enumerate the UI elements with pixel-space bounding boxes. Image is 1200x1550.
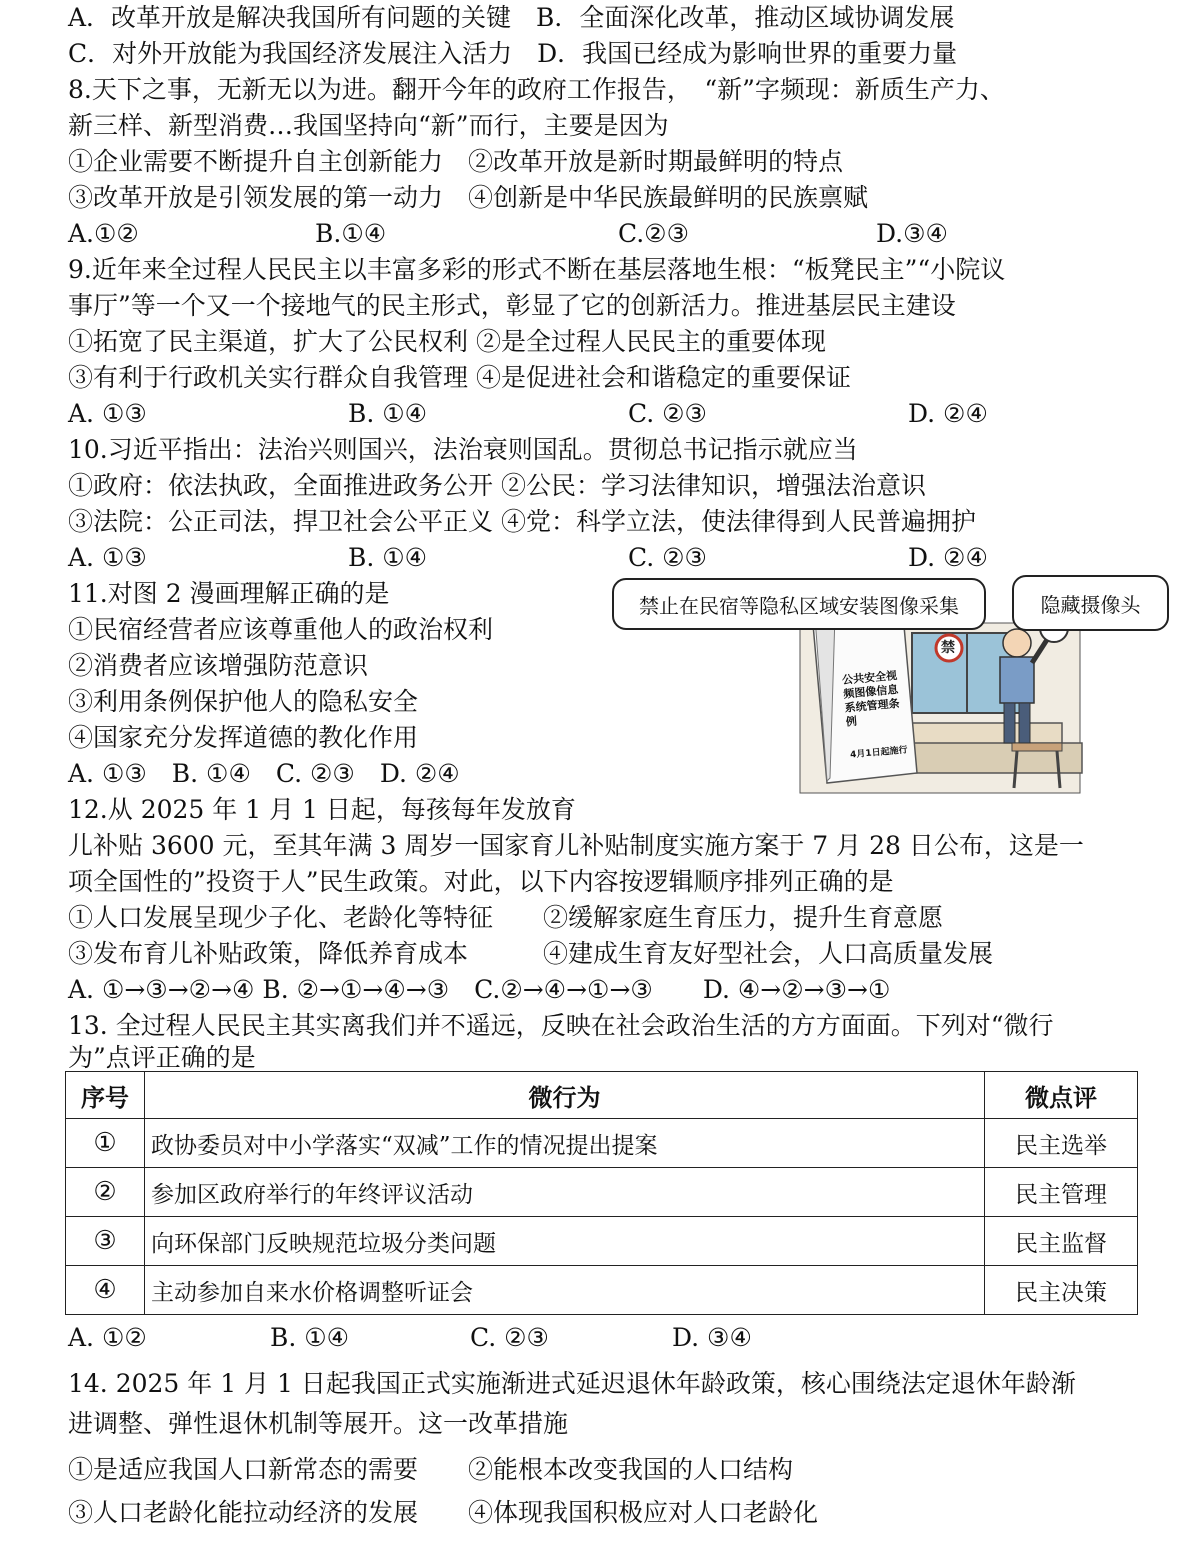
- table-cell-behavior: 向环保部门反映规范垃圾分类问题: [145, 1217, 985, 1266]
- text-line: 8.天下之事，无新无以为进。翻开今年的政府工作报告， “新”字频现：新质生产力、: [68, 75, 1005, 104]
- q8-option-a: A.①②: [68, 219, 139, 248]
- text-line: 10.习近平指出：法治兴则国兴，法治衰则国乱。贯彻总书记指示就应当: [68, 435, 858, 464]
- text-line: 为”点评正确的是: [68, 1043, 256, 1072]
- text-line: ③利用条例保护他人的隐私安全: [68, 687, 419, 716]
- table-row: [66, 1168, 1138, 1217]
- text-line: 进调整、弹性退休机制等展开。这一改革措施: [68, 1409, 569, 1438]
- doc-date: 4月1日起施行: [849, 745, 908, 761]
- doc-title: 公共安全视频图像信息系统管理条例: [841, 669, 901, 729]
- speech-bubble-left: 禁止在民宿等隐私区域安装图像采集: [612, 578, 986, 630]
- table-row: [66, 1119, 1138, 1168]
- prohibition-sign-text: 禁: [941, 640, 955, 656]
- text-line: 12.从 2025 年 1 月 1 日起，每孩每年发放育: [68, 795, 576, 824]
- text-line: ①人口发展呈现少子化、老龄化等特征 ②缓解家庭生育压力，提升生育意愿: [68, 903, 944, 932]
- text-line: 13. 全过程人民民主其实离我们并不遥远，反映在社会政治生活的方方面面。下列对“微行: [68, 1011, 1054, 1040]
- text-line: 11.对图 2 漫画理解正确的是: [68, 579, 390, 608]
- text-line: ③法院：公正司法，捍卫社会公平正义 ④党：科学立法，使法律得到人民普遍拥护: [68, 507, 976, 536]
- table-cell-comment: 民主监督: [985, 1217, 1138, 1266]
- table-cell-behavior: 主动参加自来水价格调整听证会: [145, 1266, 985, 1315]
- q8-option-c: C.②③: [618, 219, 690, 248]
- text-line: ①民宿经营者应该尊重他人的政治权利: [68, 615, 494, 644]
- table-cell-index: ②: [66, 1168, 145, 1217]
- text-line: ④国家充分发挥道德的教化作用: [68, 723, 419, 752]
- q13-option-a: A. ①②: [68, 1323, 147, 1352]
- q13-option-d: D. ③④: [672, 1323, 752, 1352]
- text-line: 儿补贴 3600 元，至其年满 3 周岁一国家育儿补贴制度实施方案于 7 月 28 日公布，这是一: [68, 831, 1084, 860]
- table-cell-comment: 民主选举: [985, 1119, 1138, 1168]
- text-line: A. ①③ B. ①④ C. ②③ D. ②④: [68, 759, 460, 788]
- q10-option-d: D. ②④: [908, 543, 988, 572]
- table-cell-behavior: 政协委员对中小学落实“双减”工作的情况提出提案: [145, 1119, 985, 1168]
- q10-option-b: B. ①④: [348, 543, 428, 572]
- text-line: A．改革开放是解决我国所有问题的关键 B．全面深化改革，推动区域协调发展: [68, 3, 955, 32]
- text-line: ①政府：依法执政，全面推进政务公开 ②公民：学习法律知识，增强法治意识: [68, 471, 926, 500]
- text-line: ③改革开放是引领发展的第一动力 ④创新是中华民族最鲜明的民族禀赋: [68, 183, 869, 212]
- text-line: ①企业需要不断提升自主创新能力 ②改革开放是新时期最鲜明的特点: [68, 147, 844, 176]
- q10-option-c: C. ②③: [628, 543, 707, 572]
- q9-option-c: C. ②③: [628, 399, 707, 428]
- table-row: [66, 1266, 1138, 1315]
- q13-option-c: C. ②③: [470, 1323, 549, 1352]
- table-cell-index: ③: [66, 1217, 145, 1266]
- table-cell-comment: 民主管理: [985, 1168, 1138, 1217]
- q9-option-b: B. ①④: [348, 399, 428, 428]
- text-line: 新三样、新型消费…我国坚持向“新”而行，主要是因为: [68, 111, 669, 140]
- text-line: ③有利于行政机关实行群众自我管理 ④是促进社会和谐稳定的重要保证: [68, 363, 851, 392]
- table-cell-index: ①: [66, 1119, 145, 1168]
- table-cell-comment: 民主决策: [985, 1266, 1138, 1315]
- table-row: [66, 1217, 1138, 1266]
- table-header-comment: 微点评: [985, 1072, 1138, 1119]
- text-line: ①是适应我国人口新常态的需要 ②能根本改变我国的人口结构: [68, 1455, 794, 1484]
- text-line: 项全国性的”投资于人”民生政策。对此，以下内容按逻辑顺序排列正确的是: [68, 867, 894, 896]
- q13-option-b: B. ①④: [270, 1323, 350, 1352]
- table-header-behavior: 微行为: [145, 1072, 985, 1119]
- text-line: ②消费者应该增强防范意识: [68, 651, 369, 680]
- q8-option-b: B.①④: [315, 219, 387, 248]
- q10-option-a: A. ①③: [68, 543, 147, 572]
- q9-option-a: A. ①③: [68, 399, 147, 428]
- text-line: C．对外开放能为我国经济发展注入活力 D．我国已经成为影响世界的重要力量: [68, 39, 958, 68]
- text-line: A. ①→③→②→④ B. ②→①→④→③ C.②→④→①→③ D. ④→②→③→①: [68, 975, 891, 1004]
- text-line: 14. 2025 年 1 月 1 日起我国正式实施渐进式延迟退休年龄政策，核心围绕法定退休年龄渐: [68, 1369, 1076, 1398]
- table-header-index: 序号: [66, 1072, 145, 1119]
- table-cell-behavior: 参加区政府举行的年终评议活动: [145, 1168, 985, 1217]
- q8-option-d: D.③④: [876, 219, 948, 248]
- speech-bubble-right: 隐藏摄像头: [1012, 575, 1169, 631]
- comic-figure: [612, 573, 1167, 795]
- text-line: ①拓宽了民主渠道，扩大了公民权利 ②是全过程人民民主的重要体现: [68, 327, 826, 356]
- text-line: ③发布育儿补贴政策，降低养育成本 ④建成生育友好型社会，人口高质量发展: [68, 939, 994, 968]
- text-line: 事厅”等一个又一个接地气的民主形式，彰显了它的创新活力。推进基层民主建设: [68, 291, 956, 320]
- text-line: ③人口老龄化能拉动经济的发展 ④体现我国积极应对人口老龄化: [68, 1498, 819, 1527]
- q9-option-d: D. ②④: [908, 399, 988, 428]
- table-cell-index: ④: [66, 1266, 145, 1315]
- micro-behavior-table: [65, 1071, 1138, 1315]
- text-line: 9.近年来全过程人民民主以丰富多彩的形式不断在基层落地生根：“板凳民主”“小院议: [68, 255, 1006, 284]
